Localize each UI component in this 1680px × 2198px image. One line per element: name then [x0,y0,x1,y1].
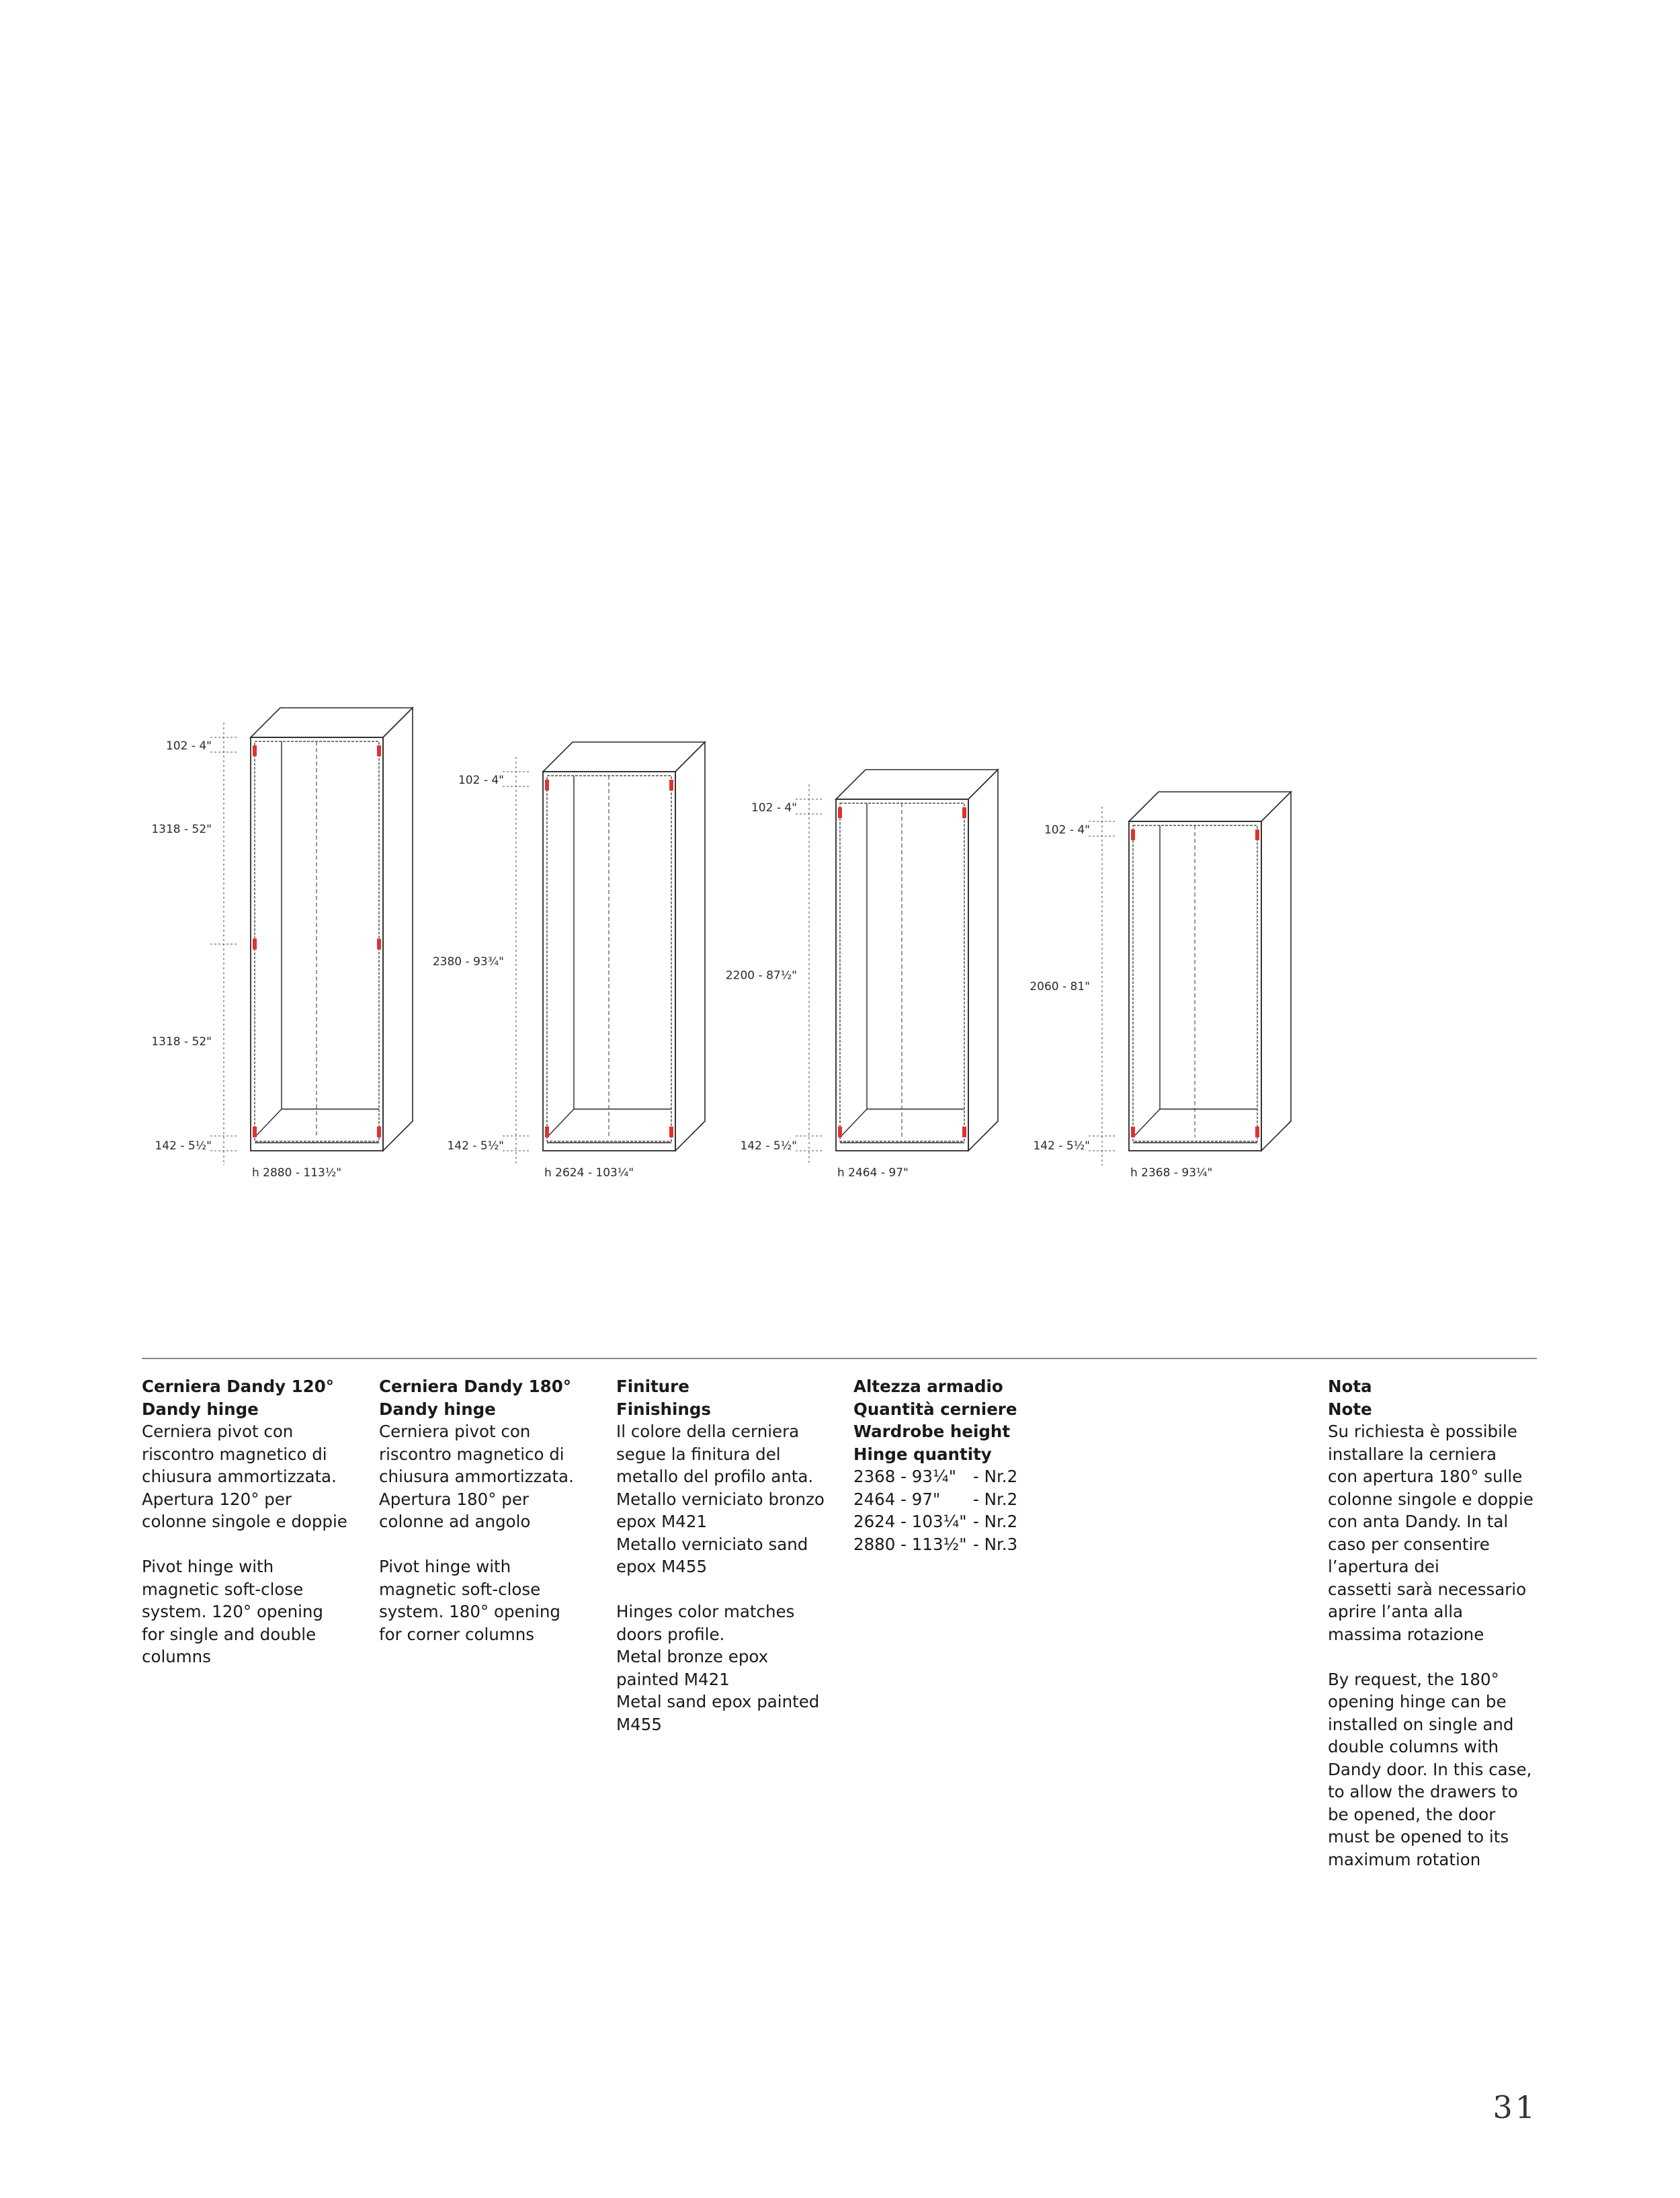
hinge120-line: riscontro magnetico di [142,1444,327,1464]
hinge-marker [377,939,381,950]
height-value: 2880 - 113½" [853,1534,967,1554]
finishings-line: Metal bronze epox [616,1647,769,1666]
interior-edge [547,1109,574,1137]
dim-mid-label: 2200 - 87½" [725,969,797,983]
note-line: installare la cerniera [1328,1444,1497,1464]
interior-edge [255,1109,282,1137]
note-line: aprire l’anta alla [1328,1602,1464,1621]
finishings-title-en: Finishings [616,1399,711,1419]
height-label: h 2880 - 113½" [252,1166,342,1180]
hinge180-line: Pivot hinge with [379,1557,511,1576]
column-hinge-180 [379,1375,601,1645]
finishings-line: segue la finitura del [616,1444,781,1464]
hinge120-line: Apertura 120° per [142,1489,292,1509]
hinge180-line: Apertura 180° per [379,1489,529,1509]
note-line: con apertura 180° sulle [1328,1467,1523,1486]
wardrobe-2624 [433,742,705,1180]
height-row [853,1510,1095,1533]
finishings-line: Hinges color matches [616,1602,795,1621]
dim-mid-label: 1318 - 52" [151,1035,212,1049]
hinge-marker [1131,829,1135,840]
hinge-marker [838,1127,842,1137]
page-number: 31 [1493,2089,1538,2125]
height-row [853,1533,1095,1556]
column-hinge-120 [142,1375,364,1668]
note-line: By request, the 180° [1328,1669,1499,1689]
hinge120-line: columns [142,1647,211,1666]
note-line: opening hinge can be [1328,1692,1507,1711]
hinge180-title-en: Dandy hinge [379,1399,496,1419]
wardrobe-2880 [151,708,413,1180]
finishings-line: epox M455 [616,1557,708,1576]
hinge-marker [377,1127,381,1137]
note-line: to allow the drawers to [1328,1782,1518,1801]
note-line: Su richiesta è possibile [1328,1422,1517,1441]
dim-mid-label: 2060 - 81" [1030,980,1090,993]
hinge-marker [253,1127,257,1137]
note-title-en: Note [1328,1399,1372,1419]
hinge-marker [838,807,842,818]
note-line: must be opened to its [1328,1827,1509,1846]
height-label: h 2624 - 103¼" [544,1166,634,1180]
hinge-marker [545,1127,549,1137]
finishings-line: epox M421 [616,1512,708,1531]
dim-mid-label: 1318 - 52" [151,823,212,836]
height-value: 2624 - 103¼" [853,1512,967,1531]
note-line: installed on single and [1328,1714,1514,1734]
hinge-marker [377,745,381,756]
dim-top-label: 102 - 4" [1044,823,1090,837]
dim-bottom-label: 142 - 5½" [740,1139,797,1153]
finishings-line: Metal sand epox painted [616,1692,820,1711]
interior-edge [1133,1109,1160,1137]
finishings-line: metallo del profilo anta. [616,1467,814,1486]
hinge-marker [253,939,257,950]
note-line: cassetti sarà necessario [1328,1579,1527,1599]
hinge-marker [253,745,257,756]
hinge120-line: for single and double [142,1624,317,1644]
hinge120-line: system. 120° opening [142,1602,323,1621]
hinge120-line: magnetic soft-close [142,1579,304,1599]
finishings-line: painted M421 [616,1669,730,1689]
dim-bottom-label: 142 - 5½" [447,1139,504,1153]
dim-bottom-label: 142 - 5½" [155,1139,212,1153]
hinge180-line: riscontro magnetico di [379,1444,564,1464]
note-line: con anta Dandy. In tal [1328,1512,1509,1531]
heights-title: Hinge quantity [853,1444,992,1464]
hinge180-line: chiusura ammortizzata. [379,1467,574,1486]
height-label: h 2368 - 93¼" [1130,1166,1213,1180]
note-line: be opened, the door [1328,1804,1496,1824]
dim-top-label: 102 - 4" [751,801,797,815]
hinge-qty: - Nr.2 [973,1512,1018,1531]
column-finishings [616,1375,845,1736]
hinge-marker [962,1127,966,1137]
hinge-marker [1131,1127,1135,1137]
hinge180-title-it: Cerniera Dandy 180° [379,1377,572,1396]
wardrobe-side [1261,792,1291,1151]
note-title-it: Nota [1328,1377,1372,1396]
hinge-marker [1255,1127,1259,1137]
hinge120-line: Cerniera pivot con [142,1422,294,1441]
wardrobe-side [675,742,705,1151]
hinge-qty: - Nr.2 [973,1489,1018,1509]
wardrobe-2368 [1030,792,1291,1180]
column-note [1328,1375,1550,1871]
hinge120-line: colonne singole e doppie [142,1512,347,1531]
dim-bottom-label: 142 - 5½" [1033,1139,1090,1153]
wardrobe-side [383,708,413,1151]
dim-mid-label: 2380 - 93¾" [432,955,504,969]
finishings-line: Il colore della cerniera [616,1422,800,1441]
note-line: caso per consentire [1328,1534,1490,1554]
dim-top-label: 102 - 4" [458,774,504,787]
wardrobe-side [968,770,998,1151]
note-line: colonne singole e doppie [1328,1489,1534,1509]
hinge-qty: - Nr.2 [973,1467,1018,1486]
hinge-qty: - Nr.3 [973,1534,1018,1554]
note-line: massima rotazione [1328,1624,1484,1644]
hinge180-line: system. 180° opening [379,1602,560,1621]
dim-top-label: 102 - 4" [165,739,212,753]
hinge-marker [669,1127,673,1137]
hinge180-line: for corner columns [379,1624,534,1644]
hinge120-line: Pivot hinge with [142,1557,274,1576]
hinge-marker [1255,829,1259,840]
heights-title: Wardrobe height [853,1422,1011,1441]
hinge-marker [669,780,673,790]
wardrobe-2464 [726,770,998,1180]
hinge180-line: magnetic soft-close [379,1579,541,1599]
hinge180-line: colonne ad angolo [379,1512,531,1531]
hinge180-line: Cerniera pivot con [379,1422,531,1441]
section-divider [142,1358,1537,1359]
finishings-title-it: Finiture [616,1377,689,1396]
finishings-line: Metallo verniciato bronzo [616,1489,825,1509]
interior-edge [840,1109,867,1137]
hinge-marker [545,780,549,790]
heights-title: Altezza armadio [853,1377,1003,1396]
note-line: l’apertura dei [1328,1557,1439,1576]
heights-title: Quantità cerniere [853,1399,1017,1419]
column-hinge-quantity [853,1375,1095,1555]
finishings-line: Metallo verniciato sand [616,1534,808,1554]
height-value: 2464 - 97" [853,1489,941,1509]
note-line: double columns with [1328,1737,1499,1756]
height-row [853,1465,1095,1488]
hinge-marker [962,807,966,818]
hinge120-title-it: Cerniera Dandy 120° [142,1377,335,1396]
height-label: h 2464 - 97" [837,1166,909,1180]
height-row [853,1488,1095,1511]
note-line: maximum rotation [1328,1849,1481,1869]
hinge120-title-en: Dandy hinge [142,1399,259,1419]
hinge120-line: chiusura ammortizzata. [142,1467,337,1486]
finishings-line: M455 [616,1714,662,1734]
height-value: 2368 - 93¼" [853,1467,956,1486]
note-line: Dandy door. In this case, [1328,1759,1532,1779]
finishings-line: doors profile. [616,1624,725,1644]
